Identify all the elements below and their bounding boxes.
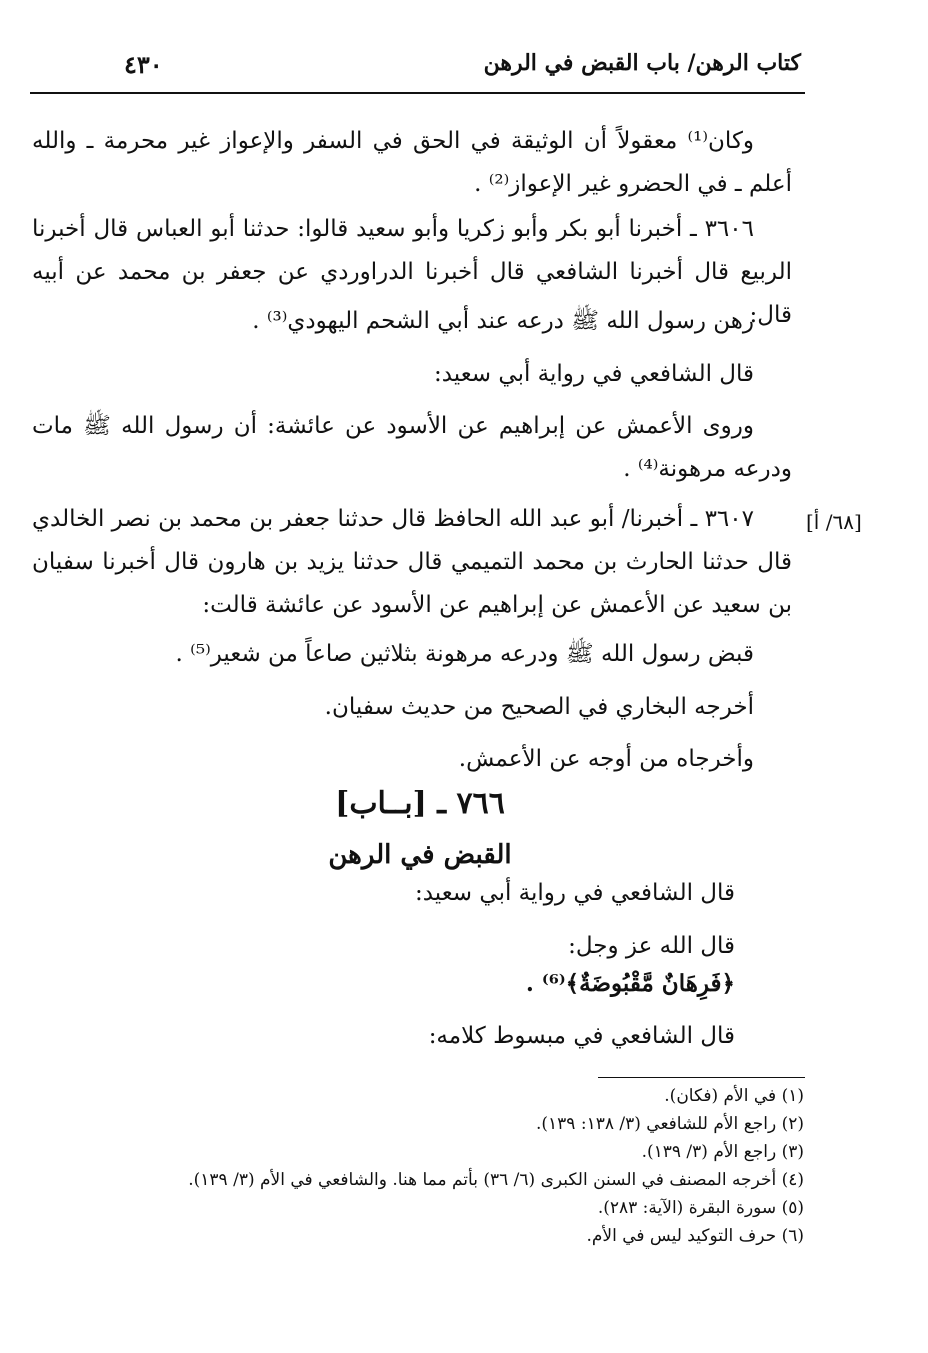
footnote-4: (٤) أخرجه المصنف في السنن الكبرى (٦/ ٣٦) بأتم مما هنا. والشافعي في الأم (٣/ ١٣٩). [188, 1170, 804, 1190]
paragraph-text: أخرجه البخاري في الصحيح من حديث سفيان. [324, 694, 754, 720]
paragraph-1 [32, 120, 792, 206]
footnote-6: (٦) حرف التوكيد ليس في الأم. [586, 1226, 804, 1246]
paragraph-text: رهن رسول الله ﷺ درعه عند أبي الشحم اليهودي⁽³⁾ . [252, 308, 754, 334]
footnotes [104, 1082, 804, 1250]
footnote-1: (١) في الأم (فكان). [664, 1086, 804, 1106]
hadith-matn-1 [32, 300, 792, 343]
paragraph-text: ٣٦٠٦ ـ أخبرنا أبو بكر وأبو زكريا وأبو سعيد قالوا: حدثنا أبو العباس قال أخبرنا الربيع قال أخبرنا الشافعي قال أخبرنا الدراوردي عن جعفر بن محمد عن أبيه قال: [32, 216, 792, 328]
page-number: ٤٣٠ [124, 50, 163, 79]
paragraph-text: وروى الأعمش عن إبراهيم عن الأسود عن عائشة: أن رسول الله ﷺ مات ودرعه مرهونة⁽⁴⁾ . [32, 413, 792, 482]
takhrij-both [32, 738, 792, 781]
running-title: كتاب الرهن/ باب القبض في الرهن [483, 50, 801, 76]
footnote-3: (٣) راجع الأم (٣/ ١٣٩). [641, 1142, 804, 1162]
chapter-line-2: قال الله عز وجل: [568, 933, 735, 959]
takhrij-bukhari [32, 686, 792, 729]
footnote-5: (٥) سورة البقرة (الآية: ٢٨٣). [597, 1198, 804, 1218]
paragraph-text: ٣٦٠٧ ـ أخبرنا/ أبو عبد الله الحافظ قال حدثنا جعفر بن محمد بن نصر الخالدي قال حدثنا الحارث بن محمد التميمي قال حدثنا يزيد بن هارون قال أخبرنا سفيان بن سعيد عن الأعمش عن إبراهيم عن الأسود عن عائشة قالت: [32, 506, 792, 618]
paragraph-text: قال الشافعي في رواية أبي سعيد: [433, 361, 754, 387]
paragraph-text: قبض رسول الله ﷺ ودرعه مرهونة بثلاثين صاعاً من شعير⁽⁵⁾ . [175, 641, 754, 667]
chapter-line-4: قال الشافعي في مبسوط كلامه: [428, 1023, 735, 1049]
chapter-line-1: قال الشافعي في رواية أبي سعيد: [414, 880, 735, 906]
narration-note-1 [32, 353, 792, 396]
quran-verse: ﴿فَرِهَانٌ مَّقْبُوضَةٌ﴾⁽⁶⁾ . [525, 970, 735, 997]
paragraph-text: وأخرجاه من أوجه عن الأعمش. [458, 746, 754, 772]
paragraph-amash [32, 405, 792, 491]
running-header [30, 50, 805, 94]
hadith-3607 [32, 498, 792, 627]
paragraph-text: وكان⁽¹⁾ معقولاً أن الوثيقة في الحق في السفر والإعواز غير محرمة ـ والله أعلم ـ في الحضرو غير الإعواز⁽²⁾ . [32, 128, 792, 197]
chapter-title: ٧٦٦ ـ [بــاب] [335, 786, 505, 821]
margin-folio-note: [٦٨/ أ] [806, 510, 862, 534]
footnote-2: (٢) راجع الأم للشافعي (٣/ ١٣٨: ١٣٩). [535, 1114, 804, 1134]
hadith-matn-2 [32, 633, 792, 676]
footnote-separator [598, 1077, 805, 1078]
chapter-subtitle: القبض في الرهن [328, 840, 512, 870]
